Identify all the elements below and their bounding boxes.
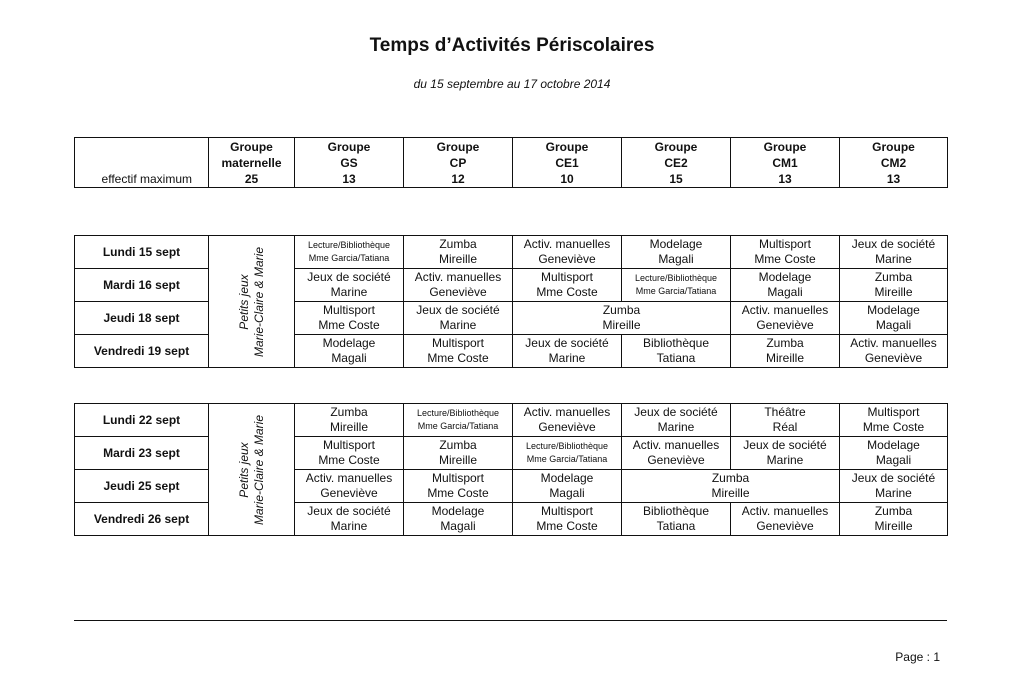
table-row: [75, 470, 948, 503]
activity-cell: Lecture/Bibliothèque Mme Garcia/Tatiana: [513, 437, 622, 470]
day-label: Vendredi 26 sept: [75, 503, 209, 536]
activity-cell: Zumba Mireille: [404, 437, 513, 470]
activity-cell: Activ. manuelles Geneviève: [622, 437, 731, 470]
table-row: [75, 503, 948, 536]
activity-cell: Zumba Mireille: [513, 302, 731, 335]
document-title: Temps d’Activités Périscolaires: [369, 35, 655, 56]
activity-cell: Multisport Mme Coste: [731, 236, 840, 269]
page-number: Page : 1: [895, 650, 940, 664]
activity-cell: Lecture/Bibliothèque Mme Garcia/Tatiana: [295, 236, 404, 269]
week1-schedule-table: [74, 235, 948, 368]
footer-divider: [74, 620, 947, 621]
day-label: Jeudi 25 sept: [75, 470, 209, 503]
activity-cell: Jeux de société Marine: [840, 470, 948, 503]
activity-cell: Multisport Mme Coste: [404, 335, 513, 368]
activity-cell: Multisport Mme Coste: [513, 503, 622, 536]
activity-cell: Multisport Mme Coste: [404, 470, 513, 503]
activity-cell: Jeux de société Marine: [295, 269, 404, 302]
activity-cell: Multisport Mme Coste: [513, 269, 622, 302]
activity-cell: Zumba Mireille: [622, 470, 840, 503]
activity-cell: Multisport Mme Coste: [295, 302, 404, 335]
group-header-ce1: Groupe CE1 10: [513, 138, 622, 188]
day-label: Mardi 16 sept: [75, 269, 209, 302]
activity-cell: Modelage Magali: [622, 236, 731, 269]
activity-cell: Modelage Magali: [404, 503, 513, 536]
group-header-gs: Groupe GS 13: [295, 138, 404, 188]
table-row: [75, 236, 948, 269]
groups-header-table: [74, 137, 948, 188]
activity-cell: Activ. manuelles Geneviève: [295, 470, 404, 503]
activity-cell: Activ. manuelles Geneviève: [513, 236, 622, 269]
activity-cell: Zumba Mireille: [731, 335, 840, 368]
table-row: [75, 302, 948, 335]
activity-cell: Bibliothèque Tatiana: [622, 503, 731, 536]
activity-cell: Zumba Mireille: [840, 269, 948, 302]
activity-cell: Modelage Magali: [731, 269, 840, 302]
activity-cell: Jeux de société Marine: [731, 437, 840, 470]
activity-cell: Multisport Mme Coste: [840, 404, 948, 437]
effectif-label: effectif maximum: [75, 138, 209, 188]
activity-cell: Modelage Magali: [513, 470, 622, 503]
table-row: [75, 269, 948, 302]
activity-cell: Zumba Mireille: [404, 236, 513, 269]
activity-cell: Jeux de société Marine: [404, 302, 513, 335]
activity-cell: Lecture/Bibliothèque Mme Garcia/Tatiana: [622, 269, 731, 302]
activity-cell: Activ. manuelles Geneviève: [404, 269, 513, 302]
day-label: Lundi 22 sept: [75, 404, 209, 437]
activity-cell: Zumba Mireille: [840, 503, 948, 536]
table-row: [75, 404, 948, 437]
group-header-ce2: Groupe CE2 15: [622, 138, 731, 188]
activity-cell: Modelage Magali: [840, 437, 948, 470]
table-row: [75, 335, 948, 368]
day-label: Lundi 15 sept: [75, 236, 209, 269]
activity-cell: Jeux de société Marine: [622, 404, 731, 437]
maternelle-activity: Petits jeux Marie-Claire & Marie: [209, 236, 295, 368]
group-header-cm2: Groupe CM2 13: [840, 138, 948, 188]
activity-cell: Activ. manuelles Geneviève: [731, 302, 840, 335]
activity-cell: Jeux de société Marine: [295, 503, 404, 536]
activity-cell: Jeux de société Marine: [513, 335, 622, 368]
group-header-cp: Groupe CP 12: [404, 138, 513, 188]
activity-cell: Lecture/Bibliothèque Mme Garcia/Tatiana: [404, 404, 513, 437]
activity-cell: Jeux de société Marine: [840, 236, 948, 269]
week2-schedule-table: [74, 403, 948, 536]
activity-cell: Activ. manuelles Geneviève: [513, 404, 622, 437]
activity-cell: Activ. manuelles Geneviève: [731, 503, 840, 536]
activity-cell: Zumba Mireille: [295, 404, 404, 437]
activity-cell: Modelage Magali: [295, 335, 404, 368]
group-header-maternelle: Groupe maternelle 25: [209, 138, 295, 188]
group-header-cm1: Groupe CM1 13: [731, 138, 840, 188]
day-label: Vendredi 19 sept: [75, 335, 209, 368]
activity-cell: Théâtre Réal: [731, 404, 840, 437]
table-row: [75, 437, 948, 470]
day-label: Mardi 23 sept: [75, 437, 209, 470]
day-label: Jeudi 18 sept: [75, 302, 209, 335]
activity-cell: Activ. manuelles Geneviève: [840, 335, 948, 368]
activity-cell: Bibliothèque Tatiana: [622, 335, 731, 368]
activity-cell: Modelage Magali: [840, 302, 948, 335]
maternelle-activity: Petits jeux Marie-Claire & Marie: [209, 404, 295, 536]
activity-cell: Multisport Mme Coste: [295, 437, 404, 470]
document-subtitle: du 15 septembre au 17 octobre 2014: [413, 77, 611, 91]
